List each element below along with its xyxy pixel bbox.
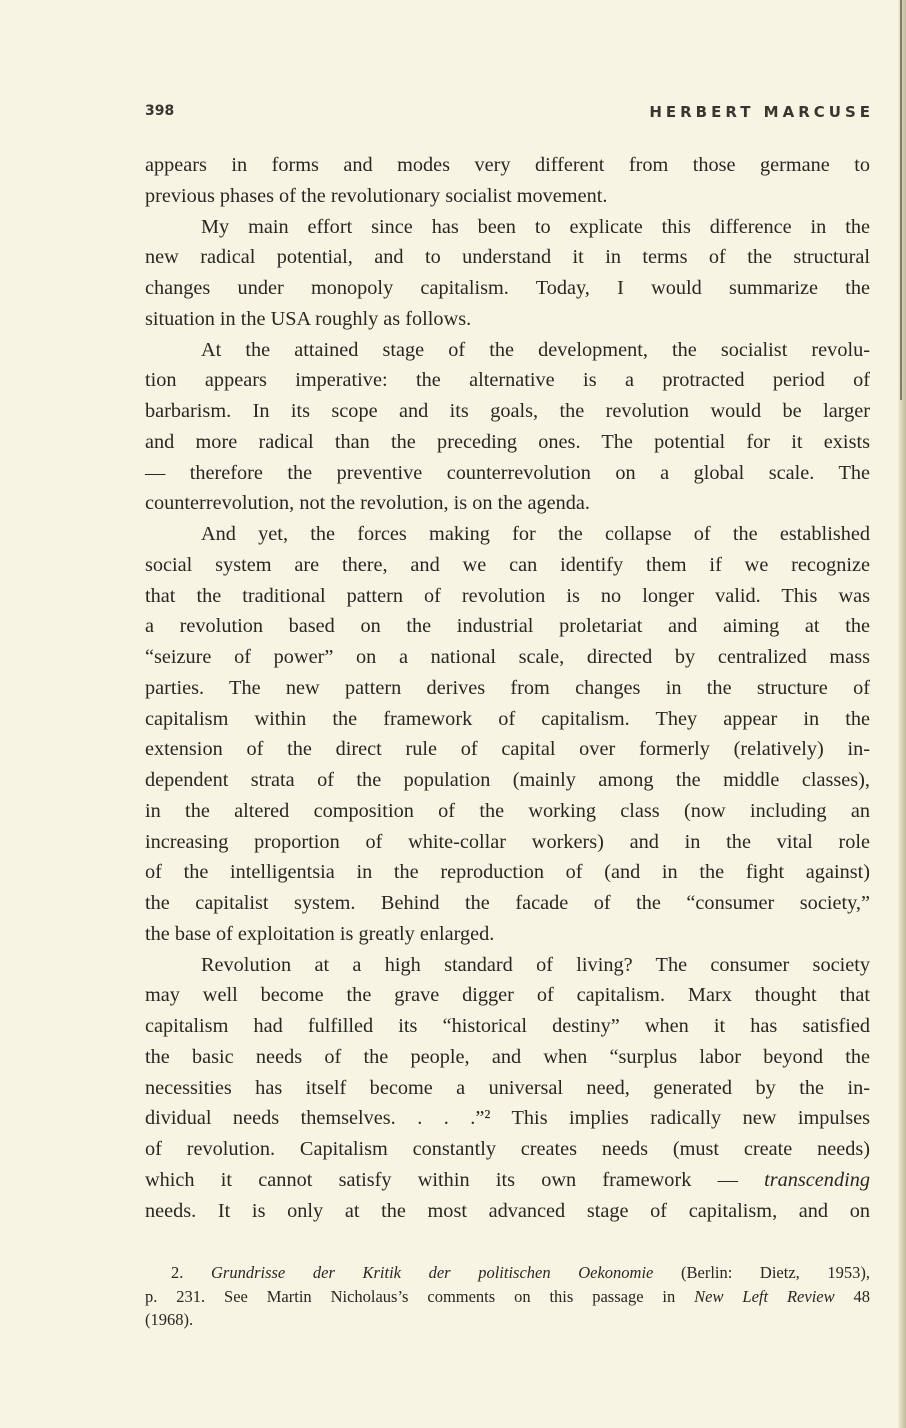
page-edge-line	[900, 0, 902, 400]
text-line	[145, 642, 870, 673]
footnote-year: (1968).	[145, 1310, 194, 1329]
text-line	[145, 427, 870, 458]
text-line-content: the basic needs of the people, and when “surplus labor beyond the	[145, 1045, 870, 1068]
page-header	[145, 103, 874, 127]
text-line-content: may well become the grave digger of capitalism. Marx thought that	[145, 984, 870, 1007]
text-line-content: appears in forms and modes very different from those germane to	[145, 154, 870, 176]
emphasis: transcending	[764, 1168, 870, 1191]
body-text	[145, 150, 870, 1226]
text-line	[145, 950, 870, 981]
text-line	[145, 458, 870, 489]
text-line	[145, 980, 870, 1011]
text-line	[145, 242, 870, 273]
text-line-content: a revolution based on the industrial proletariat and aiming at the	[145, 615, 870, 638]
text-line-content: capitalism had fulfilled its “historical destiny” when it has satisfied	[145, 1015, 870, 1037]
text-line-content: And yet, the forces making for the collapse of the established	[201, 523, 870, 545]
text-line-content: counterrevolution, not the revolution, is on the agenda.	[145, 492, 590, 515]
text-line	[145, 212, 870, 243]
text-line-content: necessities has itself become a universal need, generated by the in-	[145, 1076, 870, 1099]
running-head: HERBERT MARCUSE	[649, 103, 874, 121]
text-line	[145, 550, 870, 581]
text-line-content: barbarism. In its scope and its goals, the revolution would be larger	[145, 400, 870, 422]
text-line	[145, 888, 870, 919]
text-line	[145, 611, 870, 642]
text-line	[145, 519, 870, 550]
footnote-publisher: (Berlin: Dietz, 1953),	[681, 1263, 871, 1282]
text-line	[145, 765, 870, 796]
text-line	[145, 273, 870, 304]
text-line	[145, 1011, 870, 1042]
text-line-content: of revolution. Capitalism constantly creates needs (must create needs)	[145, 1138, 870, 1160]
text-line-content: At the attained stage of the development, the socialist revolu-	[201, 338, 870, 361]
text-line-content: needs. It is only at the most advanced stage of capitalism, and on	[145, 1199, 870, 1222]
text-line-content: situation in the USA roughly as follows.	[145, 307, 472, 330]
footnote-text: p. 231. See Martin Nicholaus’s comments on this passage in	[145, 1286, 676, 1306]
text-line	[145, 1042, 870, 1073]
text-line	[145, 181, 870, 212]
text-line	[145, 488, 870, 519]
text-line	[145, 1073, 870, 1104]
text-line-content: and more radical than the preceding ones. The potential for it exists	[145, 430, 870, 453]
text-line	[145, 1103, 870, 1134]
footnote-line	[145, 1308, 870, 1332]
text-line	[145, 919, 870, 950]
text-line	[145, 796, 870, 827]
text-line	[145, 734, 870, 765]
text-line	[145, 365, 870, 396]
text-line-content: in the altered composition of the working class (now including an	[145, 799, 870, 822]
text-line-content: dividual needs themselves. . . .”² This implies radically new impulses	[145, 1107, 870, 1130]
text-line	[145, 857, 870, 888]
text-line-content: Revolution at a high standard of living? The consumer society	[201, 953, 870, 976]
text-line-content: My main effort since has been to explicate this difference in the	[201, 215, 870, 238]
text-line-content: tion appears imperative: the alternative is a protracted period of	[145, 369, 870, 392]
text-line-content: the capitalist system. Behind the facade of the “consumer society,”	[145, 892, 870, 914]
text-line-content: social system are there, and we can identify them if we recognize	[145, 553, 870, 576]
text-line-content: of the intelligentsia in the reproduction of (and in the fight against)	[145, 861, 870, 884]
footnote-line	[145, 1261, 870, 1285]
text-line	[145, 304, 870, 335]
text-line	[145, 1196, 870, 1227]
text-line-content: capitalism within the framework of capitalism. They appear in the	[145, 707, 870, 730]
text-line	[145, 673, 870, 704]
text-line-content: the base of exploitation is greatly enlarged.	[145, 922, 495, 945]
footnote-journal: New Left Review	[694, 1286, 835, 1306]
text-line	[145, 1134, 870, 1165]
footnote-volume: 48	[853, 1286, 871, 1306]
page-number: 398	[145, 103, 175, 119]
text-line	[145, 827, 870, 858]
text-line-content: dependent strata of the population (mainly among the middle classes),	[145, 769, 870, 791]
text-line-content: parties. The new pattern derives from changes in the structure of	[145, 676, 870, 699]
footnotes	[145, 1261, 870, 1332]
text-line-content: previous phases of the revolutionary socialist movement.	[145, 184, 608, 207]
footnote-line	[145, 1285, 870, 1309]
text-line-content: — therefore the preventive counterrevolution on a global scale. The	[145, 461, 870, 484]
page-edge	[898, 0, 906, 1428]
text-line	[145, 150, 870, 181]
text-line-content: “seizure of power” on a national scale, directed by centralized mass	[145, 646, 870, 668]
text-line	[145, 396, 870, 427]
text-line	[145, 581, 870, 612]
text-line-content: new radical potential, and to understand it in terms of the structural	[145, 246, 870, 269]
text-line	[145, 704, 870, 735]
text-line	[145, 1165, 870, 1196]
text-line-content: which it cannot satisfy within its own framework —	[145, 1168, 765, 1191]
text-line	[145, 335, 870, 366]
text-line-content: increasing proportion of white-collar workers) and in the vital role	[145, 830, 870, 853]
text-line-content: that the traditional pattern of revolution is no longer valid. This was	[145, 584, 870, 607]
text-line-content: extension of the direct rule of capital over formerly (relatively) in-	[145, 738, 870, 761]
footnote-number: 2.	[171, 1263, 184, 1282]
text-line-content: changes under monopoly capitalism. Today, I would summarize the	[145, 277, 870, 299]
footnote-title: Grundrisse der Kritik der politischen Oekonomie	[211, 1263, 654, 1282]
